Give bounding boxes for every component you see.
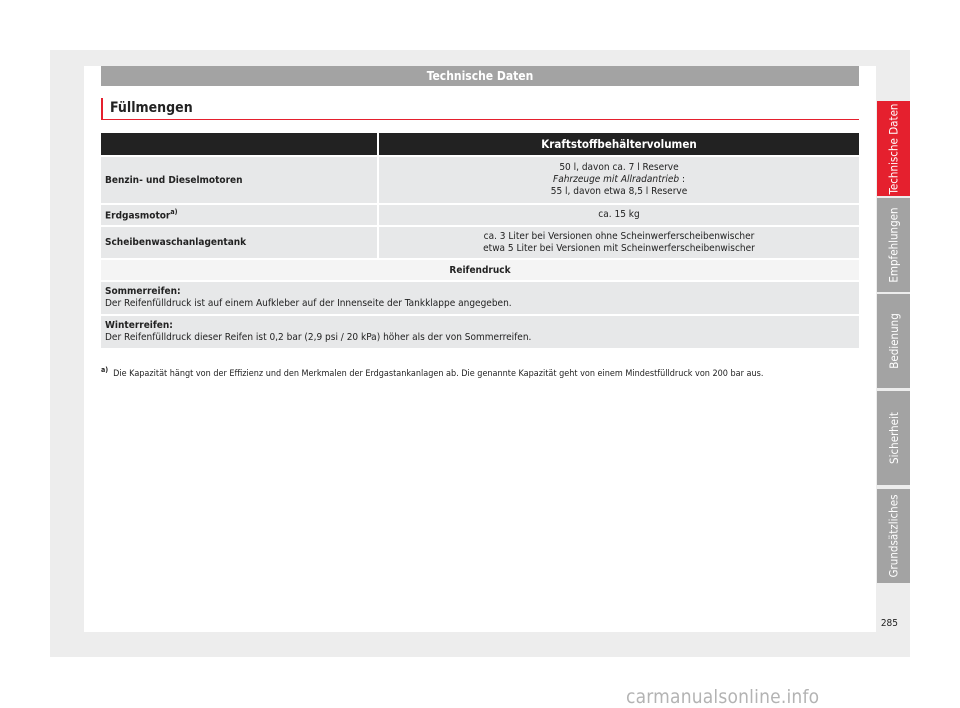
footnote-text: Die Kapazität hängt von der Effizienz und den Merkmalen der Erdgastankanlagen ab. Die genannte Kapazität geht von einem Mindestfülldruck von 200 bar aus. xyxy=(113,369,764,379)
side-tab-safety[interactable] xyxy=(877,391,910,485)
tire-winter-text: Der Reifenfülldruck dieser Reifen ist 0,2 bar (2,9 psi / 20 kPa) höher als der von Sommerreifen. xyxy=(105,332,532,343)
footnote-marker: a) xyxy=(101,366,109,374)
section-heading xyxy=(101,98,859,120)
side-tab-fundamentals[interactable] xyxy=(877,489,910,583)
tire-summer-title: Sommerreifen: xyxy=(105,286,181,297)
subheader-tire-pressure: Reifendruck xyxy=(101,260,859,280)
side-tab-label: Bedienung xyxy=(886,313,901,369)
table-header-row xyxy=(101,133,859,155)
footnote-ref: a) xyxy=(170,208,178,217)
label-text: Erdgasmotor xyxy=(105,210,171,222)
side-tab-label: Technische Daten xyxy=(886,103,901,194)
value-line: ca. 3 Liter bei Versionen ohne Scheinwerferscheibenwischer xyxy=(483,230,755,242)
chapter-header: Technische Daten xyxy=(101,66,859,86)
side-tab-label: Grundsätzliches xyxy=(886,494,901,578)
tire-winter-cell xyxy=(101,316,859,348)
row-label-washer-tank: Scheibenwaschanlagentank xyxy=(101,227,379,258)
value-line xyxy=(383,174,855,186)
row-label-natural-gas xyxy=(101,205,379,225)
table-row xyxy=(101,227,859,258)
table-header-fuel-volume: Kraftstoffbehältervolumen xyxy=(379,133,859,155)
table-header-blank xyxy=(101,133,379,155)
row-value-washer-tank xyxy=(379,227,859,258)
table-row xyxy=(101,316,859,348)
side-tab-operation[interactable] xyxy=(877,294,910,388)
table-row xyxy=(101,205,859,225)
tire-winter-title: Winterreifen: xyxy=(105,320,173,331)
table-row xyxy=(101,157,859,203)
side-tab-recommendations[interactable] xyxy=(877,198,910,292)
capacities-table xyxy=(101,131,859,350)
value-suffix: : xyxy=(679,174,685,185)
value-line: etwa 5 Liter bei Versionen mit Scheinwerferscheibenwischer xyxy=(483,242,755,254)
watermark: carmanualsonline.info xyxy=(626,686,820,708)
row-label-petrol-diesel: Benzin- und Dieselmotoren xyxy=(101,157,379,203)
side-tab-technical-data[interactable] xyxy=(877,101,910,196)
value-line: 55 l, davon etwa 8,5 l Reserve xyxy=(550,186,688,197)
subheader-row xyxy=(101,260,859,280)
side-tab-label: Empfehlungen xyxy=(886,207,901,283)
table-row xyxy=(101,282,859,314)
section-title: Füllmengen xyxy=(110,100,193,116)
value-italic: Fahrzeuge mit Allradantrieb xyxy=(553,174,680,185)
footnote xyxy=(101,366,859,379)
tire-summer-text: Der Reifenfülldruck ist auf einem Aufkleber auf der Innenseite der Tankklappe angegeben. xyxy=(105,298,512,309)
row-value-petrol-diesel xyxy=(379,157,859,203)
value-line: 50 l, davon ca. 7 l Reserve xyxy=(559,162,679,173)
tire-summer-cell xyxy=(101,282,859,314)
page-number: 285 xyxy=(880,618,898,629)
row-value-natural-gas: ca. 15 kg xyxy=(379,205,859,225)
side-tab-label: Sicherheit xyxy=(886,412,901,464)
